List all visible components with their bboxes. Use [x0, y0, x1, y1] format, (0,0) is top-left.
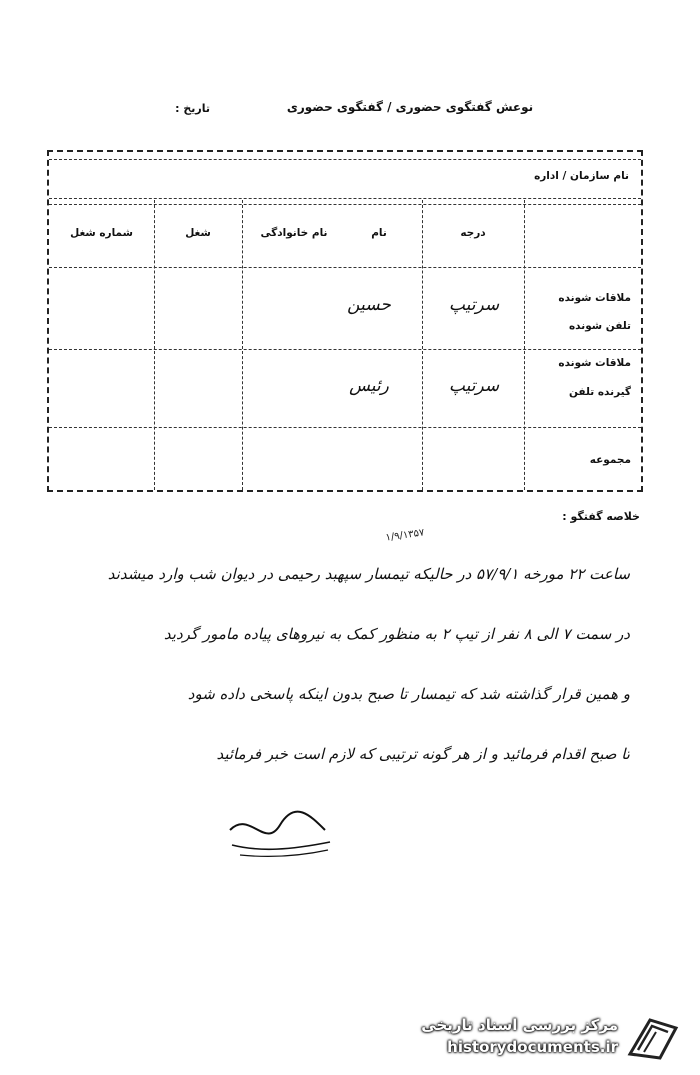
header-rank: درجه — [460, 227, 486, 239]
note-line-2: در سمت ۷ الی ۸ نفر از تیپ ۲ به منظور کمک به نیروهای پیاده مامور گردید — [163, 625, 630, 643]
row3-total-label: مجموعه — [589, 454, 631, 466]
organization-name-label: نام سازمان / اداره — [534, 170, 629, 182]
row-divider — [49, 349, 641, 350]
signature-mark — [220, 800, 340, 860]
column-divider — [422, 200, 423, 490]
header-name: نام — [371, 227, 387, 239]
handwritten-date: ۱/۹/۱۳۵۷ — [384, 527, 426, 544]
column-divider — [524, 200, 525, 490]
watermark-title: مرکز بررسی اسناد تاریخی — [421, 1016, 618, 1034]
row1-label2: تلفن شونده — [568, 320, 631, 332]
column-divider — [242, 200, 243, 490]
watermark-url: historydocuments.ir — [447, 1038, 618, 1056]
form-title: نوعش گفتگوی حضوری / گفتگوی حضوری — [286, 100, 534, 114]
note-line-4: تا صبح اقدام فرمائید و از هر گونه ترتیبی که لازم است خبر فرمائید — [216, 745, 630, 763]
row-divider — [49, 427, 641, 428]
row2-name: رئیس — [349, 376, 389, 396]
row2-label1: ملاقات شونده — [558, 357, 631, 369]
row1-rank: سرتیپ — [448, 295, 500, 315]
header-job: شغل — [185, 227, 211, 239]
row2-rank: سرتیپ — [448, 376, 500, 396]
note-line-3: و همین قرار گذاشته شد که تیمسار تا صبح بدون اینکه پاسخی داده شود — [187, 685, 630, 703]
row-divider — [49, 198, 641, 199]
header-number: شماره شغل — [70, 227, 133, 239]
row2-label2: گیرنده تلفن — [568, 386, 631, 398]
row1-label1: ملاقات شونده — [558, 292, 631, 304]
date-label: تاریخ : — [175, 102, 210, 115]
row-divider — [49, 204, 641, 205]
row1-name: حسین — [347, 295, 391, 315]
conversation-table — [47, 150, 643, 492]
note-line-1: ساعت ۲۲ مورخه ۵۷/۹/۱ در حالیکه تیمسار سپهبد رحیمی در دیوان شب وارد میشدند — [107, 565, 630, 583]
notes-label: خلاصه گفتگو : — [562, 510, 640, 523]
table-top-rule — [49, 159, 641, 160]
header-family: نام خانوادگی — [260, 227, 328, 239]
column-divider — [154, 200, 155, 490]
archive-logo-icon — [624, 1014, 682, 1064]
archive-watermark — [420, 1010, 690, 1065]
row-divider — [49, 267, 641, 268]
